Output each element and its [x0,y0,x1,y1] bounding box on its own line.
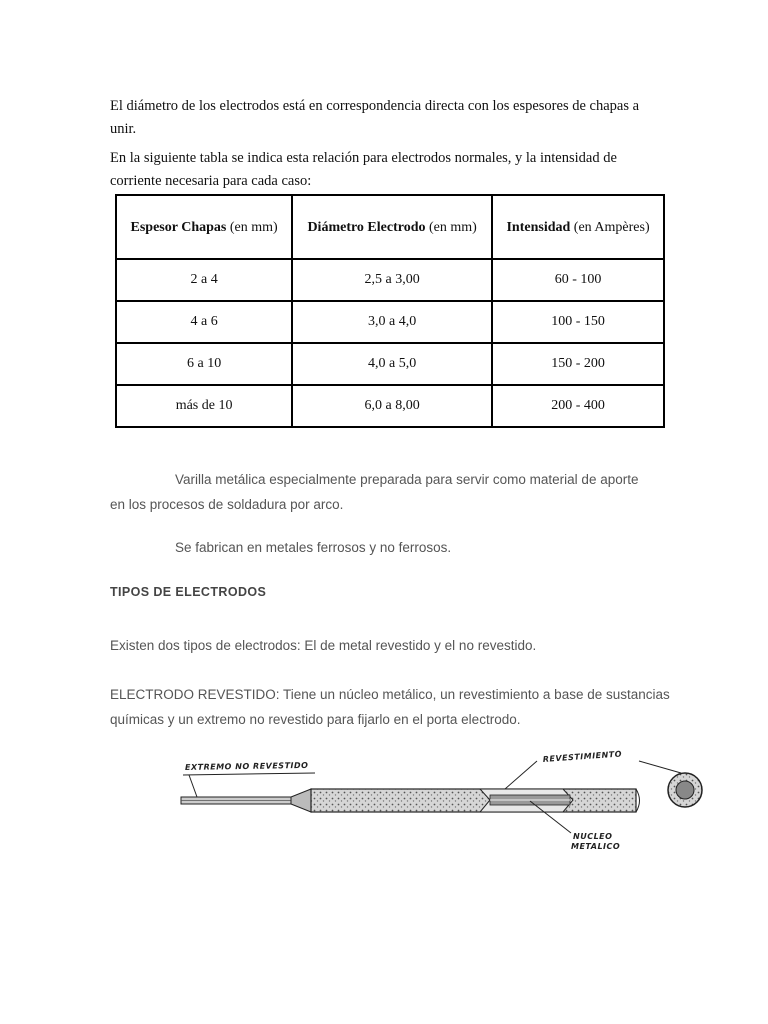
table-cell: 6,0 a 8,00 [292,385,492,427]
table-cell: 4,0 a 5,0 [292,343,492,385]
table-cell: 6 a 10 [116,343,292,385]
table-row [116,385,664,427]
taper [291,789,311,812]
table-cell: 60 - 100 [492,259,664,301]
coating-body [311,789,636,812]
label-extremo: EXTREMO NO REVESTIDO [184,760,309,772]
header-intensidad: Intensidad (en Ampères) [492,195,664,259]
electrode-diagram [175,743,710,855]
section-heading: TIPOS DE ELECTRODOS [110,585,267,599]
label-revestimiento: REVESTIMIENTO [542,749,623,764]
table-cell: 150 - 200 [492,343,664,385]
types-paragraph: Existen dos tipos de electrodos: El de metal revestido y el no revestido. [110,638,537,653]
table-cell: 200 - 400 [492,385,664,427]
table-row [116,259,664,301]
header-diametro: Diámetro Electrodo (en mm) [292,195,492,259]
label-metalico: METALICO [571,842,621,851]
table-cell: más de 10 [116,385,292,427]
table-cell: 4 a 6 [116,301,292,343]
table-cell: 2 a 4 [116,259,292,301]
table-row [116,301,664,343]
table-cell: 2,5 a 3,00 [292,259,492,301]
cross-section-core [676,781,694,799]
intro-paragraph-1: El diámetro de los electrodos está en correspondencia directa con los espesores de chapas a unir. [110,98,640,137]
definition-paragraph: Varilla metálica especialmente preparada para servir como material de aporte en los procesos de soldadura por arco. [110,472,639,512]
table-cell: 100 - 150 [492,301,664,343]
label-nucleo: NUCLEO [573,832,613,841]
materials-paragraph: Se fabrican en metales ferrosos y no ferrosos. [175,540,452,555]
table-header-row [116,195,664,259]
table-row [116,343,664,385]
intro-paragraph-2: En la siguiente tabla se indica esta relación para electrodos normales, y la intensidad de corriente necesaria para cada caso: [110,150,617,189]
header-espesor: Espesor Chapas (en mm) [116,195,292,259]
electrode-table [115,194,665,428]
revestido-paragraph: ELECTRODO REVESTIDO: Tiene un núcleo metálico, un revestimiento a base de sustancias químicas y un extremo no revestido para fijarlo en el porta electrodo. [110,687,670,727]
table-cell: 3,0 a 4,0 [292,301,492,343]
